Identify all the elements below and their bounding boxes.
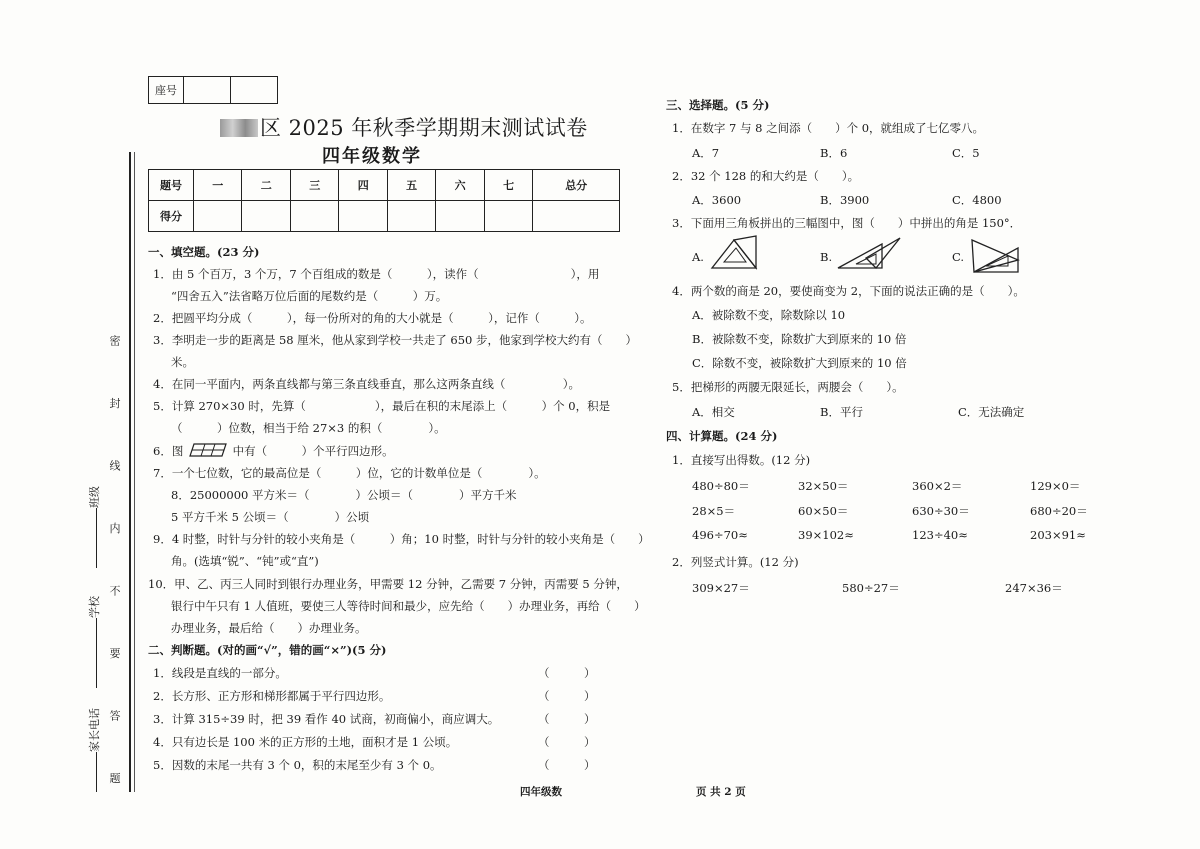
question-line: 1．在数字 7 与 8 之间添（ ）个 0，就组成了七亿零八。 (672, 121, 985, 135)
question-line: 4．在同一平面内，两条直线都与第三条直线垂直，那么这两条直线（ ）。 (153, 377, 581, 391)
oral-calc[interactable]: 129×0＝ (1030, 479, 1081, 493)
question-line: 3．下面用三角板拼出的三幅图中，图（ ）中拼出的角是 150°． (672, 216, 1022, 230)
vertical-calc[interactable]: 580÷27＝ (842, 581, 900, 595)
answer-paren[interactable]: （ ） (538, 758, 596, 772)
seat-label: 座号 (149, 77, 184, 104)
question-line: 6．图 中有（ ）个平行四边形。 (153, 444, 394, 458)
question-line: 2．把圆平均分成（ ），每一份所对的角的大小就是（ ），记作（ ）。 (153, 311, 592, 325)
score-table (148, 169, 620, 232)
option[interactable]: A．3600 (692, 193, 742, 207)
option[interactable]: B．被除数不变，除数扩大到原来的 10 倍 (692, 332, 907, 346)
oral-calc[interactable]: 60×50＝ (798, 504, 849, 518)
question-line: 5．把梯形的两腰无限延长，两腰会（ ）。 (672, 380, 904, 394)
oral-calc[interactable]: 496÷70≈ (692, 528, 748, 542)
section-heading: 三、选择题。(5 分) (666, 98, 770, 112)
option[interactable]: B．平行 (820, 405, 863, 419)
question-line: 4．两个数的商是 20，要使商变为 2，下面的说法正确的是（ ）。 (672, 284, 1025, 298)
section-heading: 四、计算题。(24 分) (666, 429, 778, 443)
phone-label: 家长电话 (88, 708, 101, 752)
score-row: 得分 (149, 201, 620, 232)
school-label: 学校 (88, 596, 101, 618)
question-line: 8．25000000 平方米＝（ ）公顷＝（ ）平方千米 (171, 488, 517, 502)
option[interactable]: C．4800 (952, 193, 1002, 207)
question-line: 米。 (171, 355, 194, 369)
seat-cell[interactable] (231, 77, 278, 104)
option[interactable]: C．无法确定 (958, 405, 1025, 419)
class-label: 班级 (88, 486, 101, 508)
binding-line (134, 152, 135, 792)
exam-subtitle: 四年级数学 (322, 146, 422, 167)
answer-paren[interactable]: （ ） (538, 735, 596, 749)
oral-calc[interactable]: 480÷80＝ (692, 479, 750, 493)
oral-calc[interactable]: 360×2＝ (912, 479, 963, 493)
question-line: 角。(选填“锐”、“钝”或“直”) (171, 554, 319, 568)
option[interactable]: C．5 (952, 146, 980, 160)
question-line: 10．甲、乙、丙三人同时到银行办理业务，甲需要 12 分钟，乙需要 7 分钟，丙需要 5 分钟， (148, 577, 628, 591)
school-field[interactable] (96, 618, 97, 688)
oral-calc[interactable]: 123÷40≈ (912, 528, 968, 542)
judge-item: 3．计算 315÷39 时，把 39 看作 40 试商，初商偏小，商应调大。 (153, 712, 500, 726)
phone-field[interactable] (96, 752, 97, 792)
page-footer-right: 页 共 2 页 (696, 786, 746, 798)
page-footer-left: 四年级数 (520, 786, 562, 798)
question-line: 银行中午只有 1 人值班，要使三人等待时间和最少，应先给（ ）办理业务，再给（ ） (171, 599, 646, 613)
option[interactable]: B．3900 (820, 193, 870, 207)
option[interactable]: C. (952, 250, 965, 264)
answer-paren[interactable]: （ ） (538, 689, 596, 703)
binding-line (129, 152, 131, 792)
triangle-set-b-figure (836, 236, 902, 272)
question-line: 5 平方千米 5 公顷＝（ ）公顷 (171, 510, 370, 524)
question-line: 3．李明走一步的距离是 58 厘米，他从家到学校一共走了 650 步，他家到学校大约有（ ） (153, 333, 638, 347)
option[interactable]: C．除数不变，被除数扩大到原来的 10 倍 (692, 356, 907, 370)
oral-calc[interactable]: 680÷20＝ (1030, 504, 1088, 518)
oral-calc[interactable]: 203×91≈ (1030, 528, 1086, 542)
option[interactable]: A．7 (692, 146, 720, 160)
seat-number-box (148, 76, 278, 104)
triangle-set-a-figure (708, 232, 764, 276)
option[interactable]: A．相交 (692, 405, 735, 419)
question-line: （ ）位数，相当于给 27×3 的积（ ）。 (171, 421, 446, 435)
sub-heading: 1．直接写出得数。(12 分) (672, 453, 811, 467)
question-line: 7．一个七位数，它的最高位是（ ）位，它的计数单位是（ ）。 (153, 466, 546, 480)
judge-item: 1．线段是直线的一部分。 (153, 666, 287, 680)
exam-title: 区 2025 年秋季学期期末测试试卷 (220, 112, 588, 142)
answer-paren[interactable]: （ ） (538, 666, 596, 680)
question-line: 5．计算 270×30 时，先算（ ），最后在积的末尾添上（ ）个 0，积是 (153, 399, 611, 413)
question-line: “四舍五入”法省略万位后面的尾数约是（ ）万。 (171, 289, 448, 303)
binding-warning: 密 封 线 内 不 要 答 题 (108, 335, 121, 808)
question-line: 办理业务，最后给（ ）办理业务。 (171, 621, 367, 635)
judge-item: 5．因数的末尾一共有 3 个 0，积的末尾至少有 3 个 0。 (153, 758, 442, 772)
triangle-set-c-figure (968, 234, 1022, 278)
oral-calc[interactable]: 39×102≈ (798, 528, 854, 542)
judge-item: 4．只有边长是 100 米的正方形的土地，面积才是 1 公顷。 (153, 735, 458, 749)
option[interactable]: B. (820, 250, 833, 264)
option[interactable]: A．被除数不变，除数除以 10 (692, 308, 846, 322)
parallelogram-grid-figure (189, 443, 227, 457)
score-header-row: 题号 一 二 三 四 五 六 七 总分 (149, 170, 620, 201)
class-field[interactable] (96, 508, 97, 568)
question-line: 1．由 5 个百万，3 个万，7 个百组成的数是（ ），读作（ ），用 (153, 267, 600, 281)
redacted-region (220, 119, 258, 137)
option[interactable]: A. (692, 250, 704, 264)
seat-cell[interactable] (184, 77, 231, 104)
oral-calc[interactable]: 630÷30＝ (912, 504, 970, 518)
vertical-calc[interactable]: 247×36＝ (1005, 581, 1063, 595)
question-line: 9．4 时整，时针与分针的较小夹角是（ ）角；10 时整，时针与分针的较小夹角是（ ） (153, 532, 650, 546)
section-heading: 二、判断题。(对的画“√”，错的画“×”)(5 分) (148, 643, 387, 657)
oral-calc[interactable]: 32×50＝ (798, 479, 849, 493)
answer-paren[interactable]: （ ） (538, 712, 596, 726)
oral-calc[interactable]: 28×5＝ (692, 504, 736, 518)
section-heading: 一、填空题。(23 分) (148, 245, 260, 259)
option[interactable]: B．6 (820, 146, 848, 160)
vertical-calc[interactable]: 309×27＝ (692, 581, 750, 595)
sub-heading: 2．列竖式计算。(12 分) (672, 555, 799, 569)
question-line: 2．32 个 128 的和大约是（ ）。 (672, 169, 860, 183)
judge-item: 2．长方形、正方形和梯形都属于平行四边形。 (153, 689, 391, 703)
